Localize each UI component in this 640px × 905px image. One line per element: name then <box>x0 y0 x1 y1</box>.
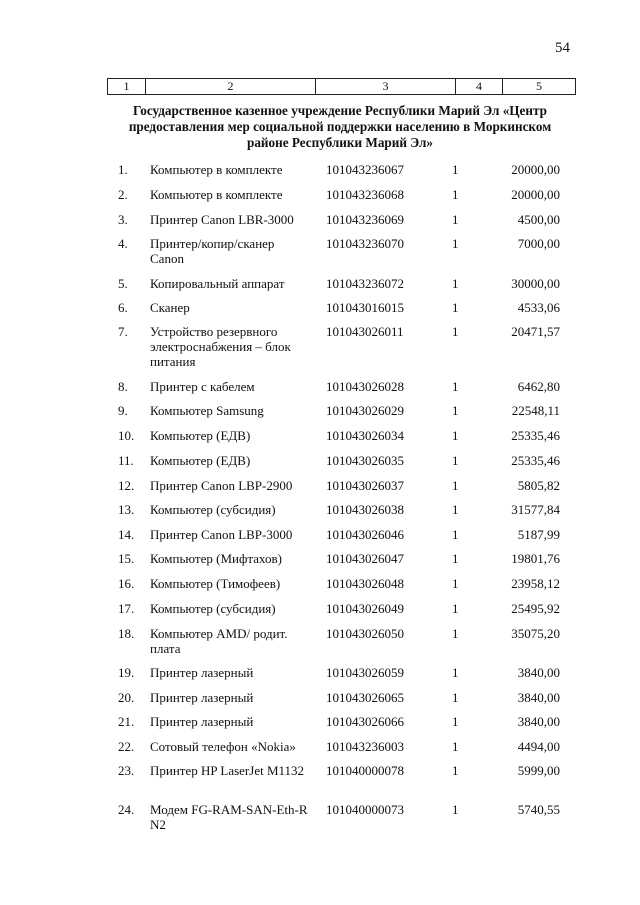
item-name: Сотовый телефон «Nokia» <box>150 739 296 754</box>
item-name: Принтер лазерный <box>150 714 254 729</box>
item-name: Компьютер (Мифтахов) <box>150 551 282 566</box>
price: 5999,00 <box>517 763 560 778</box>
item-name: Принтер Canon LBR-3000 <box>150 212 294 227</box>
item-name: Компьютер (субсидия) <box>150 601 276 616</box>
inventory-code: 101043236070 <box>326 236 404 251</box>
inventory-code: 101043236067 <box>326 162 404 177</box>
inventory-code: 101043026059 <box>326 665 404 680</box>
item-name: Компьютер (ЕДВ) <box>150 453 251 468</box>
header-col-2: 2 <box>146 79 316 94</box>
item-name: Принтер HP LaserJet M1132 <box>150 763 305 778</box>
quantity: 1 <box>452 527 459 542</box>
price: 7000,00 <box>517 236 560 251</box>
price: 30000,00 <box>511 276 560 291</box>
quantity: 1 <box>452 162 459 177</box>
quantity: 1 <box>452 403 459 418</box>
quantity: 1 <box>452 714 459 729</box>
quantity: 1 <box>452 626 459 641</box>
price: 5805,82 <box>517 478 560 493</box>
item-name: Компьютер Samsung <box>150 403 264 418</box>
inventory-code: 101043026066 <box>326 714 404 729</box>
inventory-code: 101043026028 <box>326 379 404 394</box>
item-name: Компьютер в комплекте <box>150 187 283 202</box>
inventory-code: 101043026011 <box>326 324 404 339</box>
row-number: 10. <box>118 428 135 443</box>
price: 31577,84 <box>511 502 560 517</box>
table-header-row <box>107 78 576 95</box>
row-number: 2. <box>118 187 128 202</box>
price: 3840,00 <box>517 665 560 680</box>
item-name: Сканер <box>150 300 190 315</box>
quantity: 1 <box>452 739 459 754</box>
inventory-code: 101043026065 <box>326 690 404 705</box>
item-name: Компьютер (субсидия) <box>150 502 276 517</box>
inventory-code: 101043026037 <box>326 478 404 493</box>
item-name: Принтер с кабелем <box>150 379 255 394</box>
price: 4533,06 <box>517 300 560 315</box>
quantity: 1 <box>452 428 459 443</box>
row-number: 21. <box>118 714 135 729</box>
price: 23958,12 <box>511 576 560 591</box>
row-number: 16. <box>118 576 135 591</box>
inventory-code: 101043026034 <box>326 428 404 443</box>
item-name: Компьютер в комплекте <box>150 162 283 177</box>
inventory-code: 101043026049 <box>326 601 404 616</box>
price: 5187,99 <box>517 527 560 542</box>
price: 35075,20 <box>511 626 560 641</box>
header-col-5: 5 <box>536 79 542 93</box>
price: 25335,46 <box>511 453 560 468</box>
inventory-code: 101043236003 <box>326 739 404 754</box>
item-name: Принтер Canon LBP-2900 <box>150 478 293 493</box>
item-name: Устройство резервного электроснабжения – блок питания <box>150 324 291 369</box>
row-number: 9. <box>118 403 128 418</box>
header-col-3: 3 <box>316 79 456 94</box>
row-number: 1. <box>118 162 128 177</box>
header-col-1: 1 <box>108 79 146 94</box>
price: 20000,00 <box>511 162 560 177</box>
quantity: 1 <box>452 187 459 202</box>
price: 4494,00 <box>517 739 560 754</box>
item-name: Принтер лазерный <box>150 690 254 705</box>
quantity: 1 <box>452 379 459 394</box>
item-name: Компьютер (Тимофеев) <box>150 576 281 591</box>
row-number: 6. <box>118 300 128 315</box>
row-number: 14. <box>118 527 135 542</box>
inventory-code: 101043016015 <box>326 300 404 315</box>
item-name: Компьютер (ЕДВ) <box>150 428 251 443</box>
quantity: 1 <box>452 236 459 251</box>
item-name: Принтер/копир/сканер Canon <box>150 236 275 266</box>
quantity: 1 <box>452 300 459 315</box>
inventory-code: 101043026035 <box>326 453 404 468</box>
price: 25335,46 <box>511 428 560 443</box>
price: 6462,80 <box>517 379 560 394</box>
item-name: Принтер Canon LBP-3000 <box>150 527 293 542</box>
inventory-code: 101043026046 <box>326 527 404 542</box>
quantity: 1 <box>452 478 459 493</box>
item-name: Принтер лазерный <box>150 665 254 680</box>
inventory-code: 101043026029 <box>326 403 404 418</box>
header-col-4: 4 <box>456 79 503 94</box>
item-name: Копировальный аппарат <box>150 276 285 291</box>
inventory-code: 101043236069 <box>326 212 404 227</box>
row-number: 13. <box>118 502 135 517</box>
row-number: 12. <box>118 478 135 493</box>
inventory-code: 101043026050 <box>326 626 404 641</box>
quantity: 1 <box>452 576 459 591</box>
quantity: 1 <box>452 502 459 517</box>
price: 3840,00 <box>517 714 560 729</box>
institution-heading: Государственное казенное учреждение Республики Марий Эл «Центр предоставления мер социальной поддержки населению в Моркинском районе Республики Марий Эл» <box>128 103 552 150</box>
row-number: 3. <box>118 212 128 227</box>
row-number: 7. <box>118 324 128 339</box>
row-number: 4. <box>118 236 128 251</box>
price: 3840,00 <box>517 690 560 705</box>
inventory-code: 101040000078 <box>326 763 404 778</box>
quantity: 1 <box>452 324 459 339</box>
row-number: 24. <box>118 802 135 817</box>
row-number: 22. <box>118 739 135 754</box>
quantity: 1 <box>452 212 459 227</box>
row-number: 20. <box>118 690 135 705</box>
quantity: 1 <box>452 665 459 680</box>
inventory-code: 101043026038 <box>326 502 404 517</box>
row-number: 17. <box>118 601 135 616</box>
page-number: 54 <box>555 40 570 56</box>
quantity: 1 <box>452 601 459 616</box>
row-number: 11. <box>118 453 134 468</box>
quantity: 1 <box>452 690 459 705</box>
quantity: 1 <box>452 276 459 291</box>
row-number: 5. <box>118 276 128 291</box>
inventory-code: 101043026048 <box>326 576 404 591</box>
row-number: 15. <box>118 551 135 566</box>
inventory-code: 101040000073 <box>326 802 404 817</box>
price: 19801,76 <box>511 551 560 566</box>
price: 20471,57 <box>511 324 560 339</box>
quantity: 1 <box>452 802 459 817</box>
row-number: 8. <box>118 379 128 394</box>
quantity: 1 <box>452 453 459 468</box>
quantity: 1 <box>452 551 459 566</box>
inventory-code: 101043236068 <box>326 187 404 202</box>
price: 5740,55 <box>517 802 560 817</box>
row-number: 18. <box>118 626 135 641</box>
item-name: Модем FG-RAM-SAN-Eth-R N2 <box>150 802 308 832</box>
quantity: 1 <box>452 763 459 778</box>
price: 20000,00 <box>511 187 560 202</box>
inventory-code: 101043236072 <box>326 276 404 291</box>
item-name: Компьютер AMD/ родит. плата <box>150 626 288 656</box>
price: 4500,00 <box>517 212 560 227</box>
row-number: 23. <box>118 763 135 778</box>
price: 22548,11 <box>511 403 560 418</box>
inventory-code: 101043026047 <box>326 551 404 566</box>
price: 25495,92 <box>511 601 560 616</box>
row-number: 19. <box>118 665 135 680</box>
